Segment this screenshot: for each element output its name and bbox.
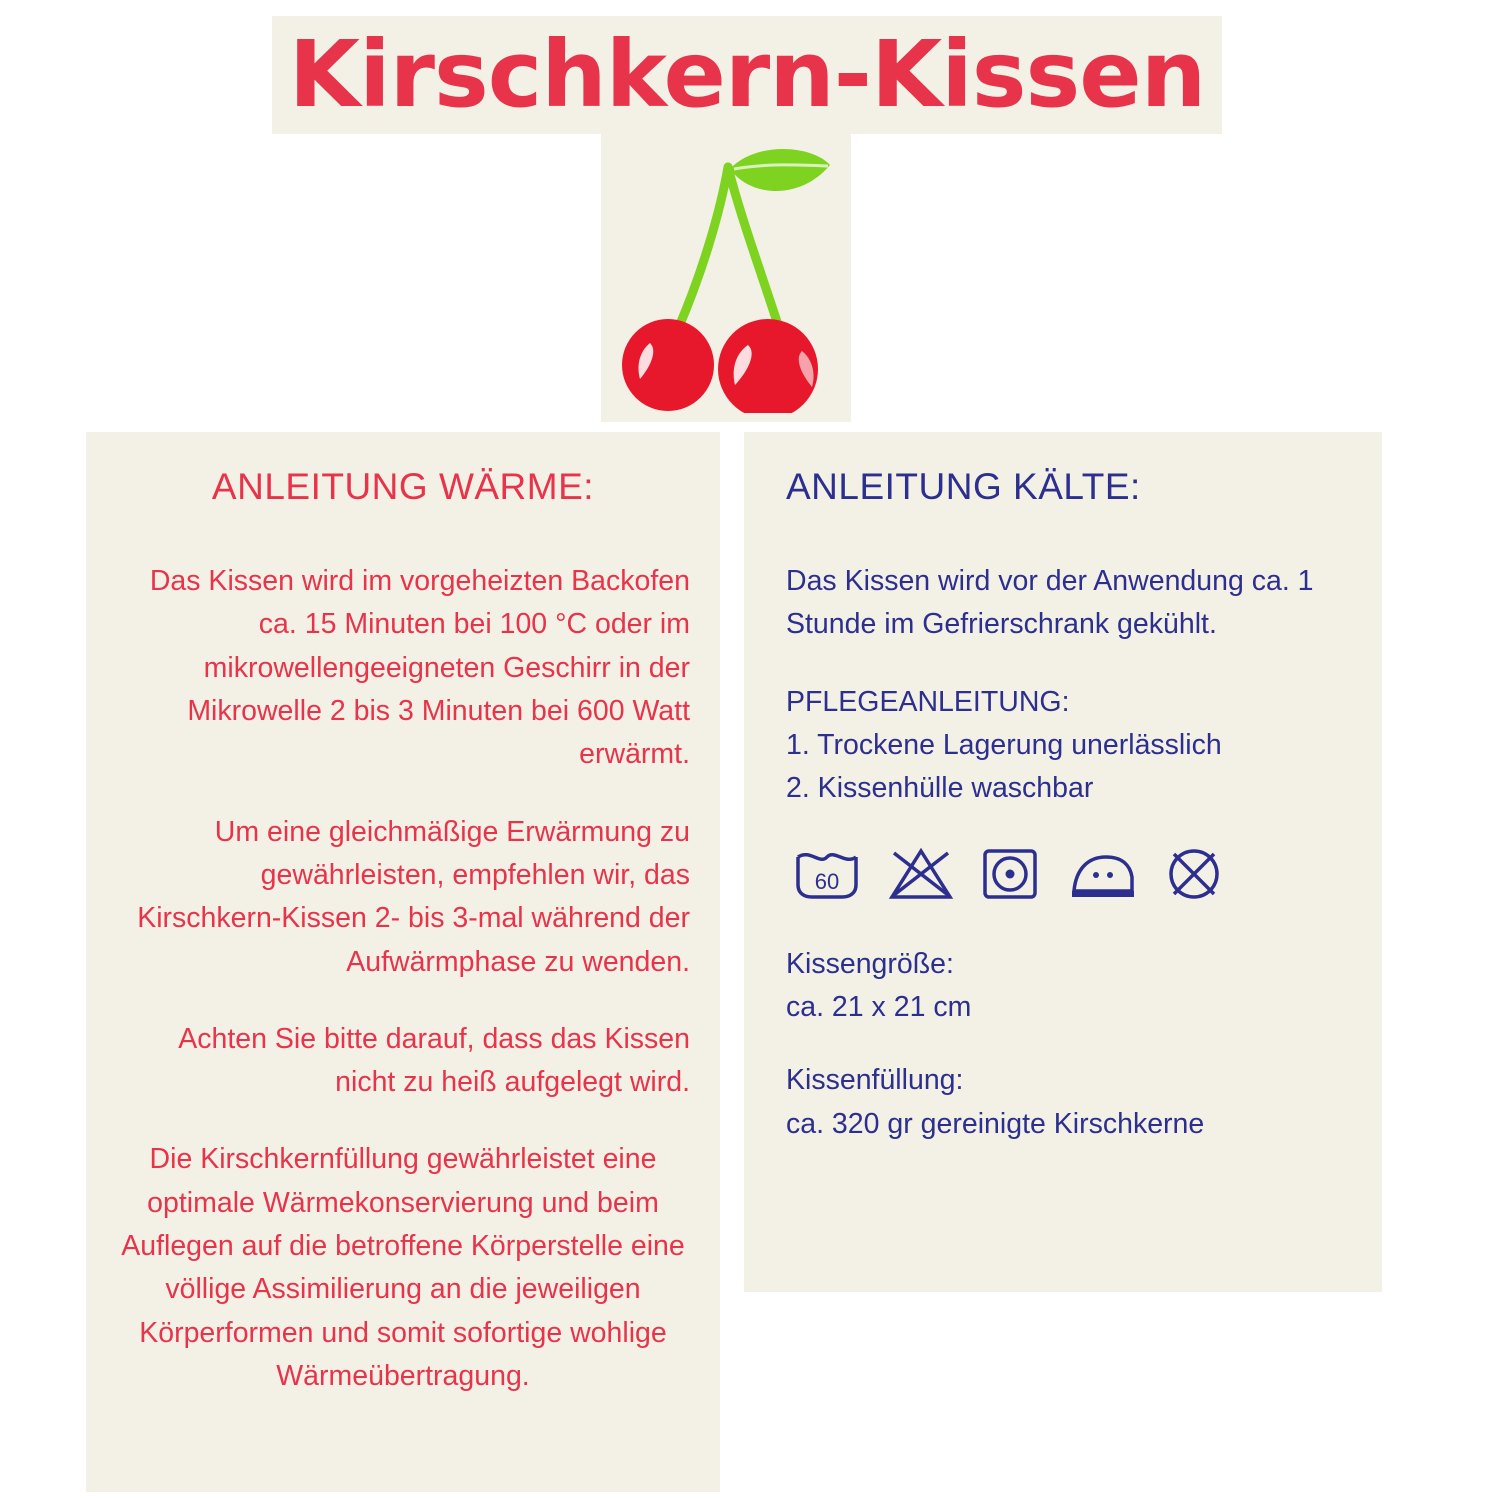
pillow-size-label: Kissengröße: xyxy=(786,947,954,980)
page-title: Kirschkern-Kissen xyxy=(288,21,1206,128)
pillow-filling-value: ca. 320 gr gereinigte Kirschkerne xyxy=(786,1107,1205,1140)
warm-paragraph-2: Um eine gleichmäßige Erwärmung zu gewährleisten, empfehlen wir, das Kirschkern-Kissen 2- bis 3-mal während der Aufwärmphase zu wenden. xyxy=(137,815,690,978)
care-instructions-block xyxy=(786,681,1342,811)
warm-paragraph-1: Das Kissen wird im vorgeheizten Backofen ca. 15 Minuten bei 100 °C oder im mikrowellengeeigneten Geschirr in der Mikrowelle 2 bis 3 Minuten bei 600 Watt erwärmt. xyxy=(149,565,690,771)
wash-temp-label: 60 xyxy=(814,868,840,894)
care-symbols-row xyxy=(792,845,1342,903)
cherries-icon xyxy=(616,143,836,413)
pillow-filling-label: Kissenfüllung: xyxy=(786,1064,964,1097)
cold-intro-paragraph: Das Kissen wird vor der Anwendung ca. 1 Stunde im Gefrierschrank gekühlt. xyxy=(786,565,1314,641)
care-item-2: 2. Kissenhülle waschbar xyxy=(786,772,1094,805)
do-not-dryclean-icon xyxy=(1164,845,1224,903)
product-title-banner xyxy=(272,16,1222,134)
cherries-logo-container xyxy=(601,134,851,422)
cold-instructions-panel xyxy=(744,432,1382,1292)
cold-heading: ANLEITUNG KÄLTE: xyxy=(786,466,1141,507)
pillow-size-block xyxy=(786,943,1342,1030)
do-not-bleach-icon xyxy=(888,845,954,903)
care-item-1: 1. Trockene Lagerung unerlässlich xyxy=(786,728,1222,761)
warm-paragraph-4: Die Kirschkernfüllung gewährleistet eine optimale Wärmekonservierung und beim Auflegen auf die betroffene Körperstelle eine völlige Assimilierung an die jeweiligen Körperformen und somit sofortige wohlige Wärmeübertragung. xyxy=(121,1143,685,1392)
pillow-filling-block xyxy=(786,1059,1342,1146)
pillow-size-value: ca. 21 x 21 cm xyxy=(786,990,972,1023)
warm-heading: ANLEITUNG WÄRME: xyxy=(211,466,595,507)
warm-paragraph-3: Achten Sie bitte darauf, dass das Kissen nicht zu heiß aufgelegt wird. xyxy=(178,1022,690,1099)
warm-instructions-panel xyxy=(86,432,720,1492)
iron-icon xyxy=(1066,845,1138,903)
tumble-dry-icon xyxy=(980,845,1040,903)
care-heading: PFLEGEANLEITUNG: xyxy=(786,685,1070,718)
wash-60-icon xyxy=(792,845,862,903)
